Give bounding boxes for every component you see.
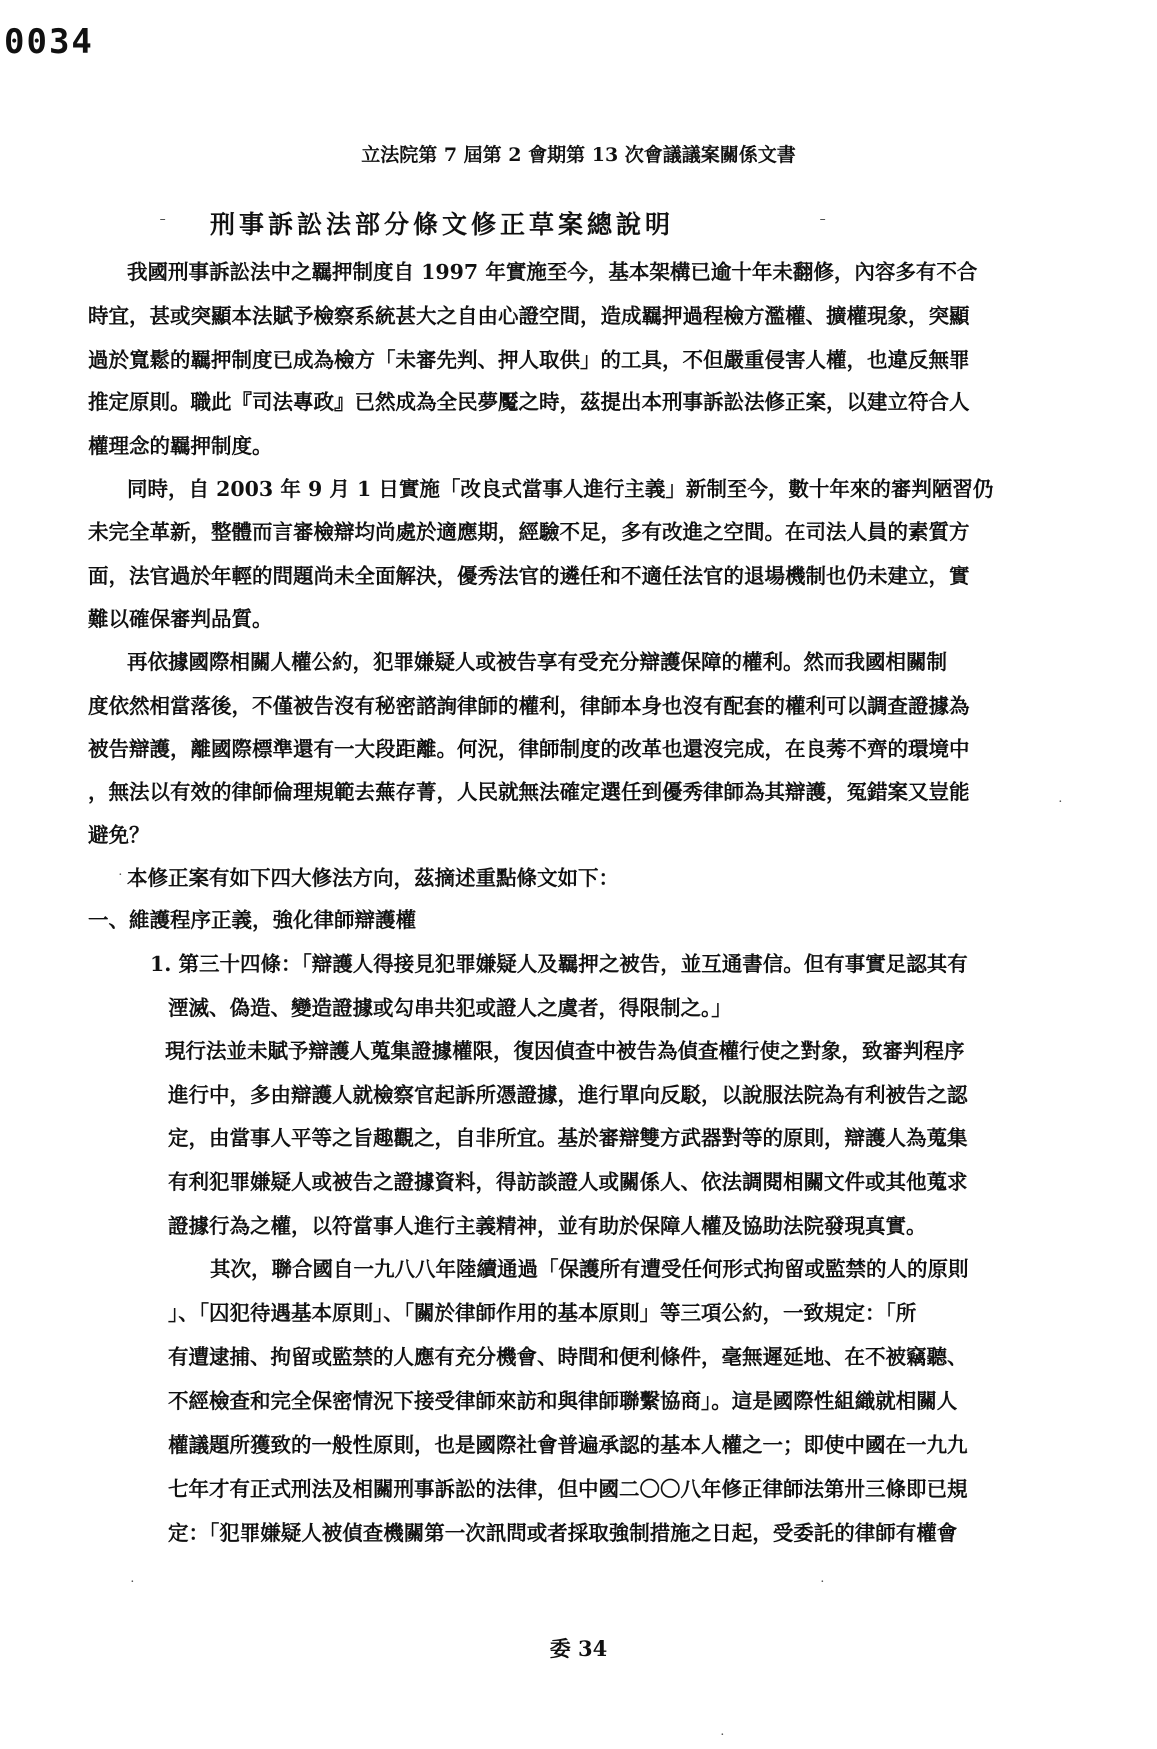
body-line: 權議題所獲致的一般性原則，也是國際社會普遍承認的基本人權之一；即使中國在一九九	[168, 1433, 968, 1457]
body-line: 證據行為之權，以符當事人進行主義精神，並有助於保障人權及協助法院發現真實。	[168, 1214, 927, 1238]
body-line: 本修正案有如下四大修法方向，茲摘述重點條文如下：	[127, 866, 619, 890]
scan-mark: ˉ	[820, 216, 826, 233]
body-line: 湮滅、偽造、變造證據或勾串共犯或證人之虞者，得限制之。」	[168, 996, 732, 1020]
body-line: 七年才有正式刑法及相關刑事訴訟的法律，但中國二〇〇八年修正律師法第卅三條即已規	[168, 1477, 968, 1501]
body-line: ，無法以有效的律師倫理規範去蕪存菁，人民就無法確定選任到優秀律師為其辯護，冤錯案又豈能	[88, 780, 970, 804]
body-line: 有利犯罪嫌疑人或被告之證據資料，得訪談證人或關係人、依法調閱相關文件或其他蒐求	[168, 1170, 968, 1194]
scan-mark: ˉ	[160, 216, 166, 233]
body-line: 有遭逮捕、拘留或監禁的人應有充分機會、時間和便利條件，毫無遲延地、在不被竊聽、	[168, 1345, 968, 1369]
body-line: 定，由當事人平等之旨趣觀之，自非所宜。基於審辯雙方武器對等的原則，辯護人為蒐集	[168, 1126, 968, 1150]
body-line: 進行中，多由辯護人就檢察官起訴所憑證據，進行單向反駁，以說服法院為有利被告之認	[168, 1083, 968, 1107]
body-line: 定：「犯罪嫌疑人被偵查機關第一次訊問或者採取強制措施之日起，受委託的律師有權會	[168, 1521, 958, 1545]
body-line: 面，法官過於年輕的問題尚未全面解決，優秀法官的遴任和不適任法官的退場機制也仍未建立，實	[88, 564, 970, 588]
body-line: 再依據國際相關人權公約，犯罪嫌疑人或被告享有受充分辯護保障的權利。然而我國相關制	[127, 650, 947, 674]
document-title: 刑事訴訟法部分條文修正草案總說明	[210, 210, 675, 239]
body-line: 不經檢查和完全保密情況下接受律師來訪和與律師聯繫協商」。這是國際性組織就相關人	[168, 1389, 958, 1413]
scan-speck: ·	[720, 1728, 725, 1743]
body-line: 其次，聯合國自一九八八年陸續通過「保護所有遭受任何形式拘留或監禁的人的原則	[210, 1257, 969, 1281]
body-line: 未完全革新，整體而言審檢辯均尚處於適應期，經驗不足，多有改進之空間。在司法人員的素質方	[88, 520, 970, 544]
body-line: 被告辯護，離國際標準還有一大段距離。何況，律師制度的改革也還沒完成，在良莠不齊的環境中	[88, 737, 970, 761]
body-line: 時宜，甚或突顯本法賦予檢察系統甚大之自由心證空間，造成羈押過程檢方濫權、擴權現象，突顯	[88, 304, 970, 328]
body-line: 權理念的羈押制度。	[88, 434, 273, 458]
body-line: 過於寬鬆的羈押制度已成為檢方「未審先判、押人取供」的工具，不但嚴重侵害人權，也違反無罪	[88, 348, 970, 372]
body-line: 」、「囚犯待遇基本原則」、「關於律師作用的基本原則」等三項公約，一致規定：「所	[168, 1301, 917, 1325]
section-heading: 一、維護程序正義，強化律師辯護權	[88, 908, 416, 932]
page-number: 0034	[4, 22, 94, 62]
body-line: 避免？	[88, 823, 150, 847]
body-line: 同時，自 2003 年 9 月 1 日實施「改良式當事人進行主義」新制至今，數十年來的審判陋習仍	[127, 477, 994, 501]
scan-speck: ·	[820, 1575, 825, 1590]
page-footer: 委 34	[549, 1636, 608, 1661]
body-line: 1. 第三十四條：「辯護人得接見犯罪嫌疑人及羈押之被告，並互通書信。但有事實足認其有	[150, 952, 968, 976]
scan-speck: ·	[1058, 795, 1063, 810]
scan-speck: ·	[118, 868, 123, 883]
body-line: 現行法並未賦予辯護人蒐集證據權限，復因偵查中被告為偵查權行使之對象，致審判程序	[165, 1039, 965, 1063]
body-line: 難以確保審判品質。	[88, 607, 273, 631]
body-line: 度依然相當落後，不僅被告沒有秘密諮詢律師的權利，律師本身也沒有配套的權利可以調查證據為	[88, 694, 970, 718]
document-header: 立法院第 7 屆第 2 會期第 13 次會議議案關係文書	[361, 144, 796, 166]
scan-speck: ·	[130, 1575, 135, 1590]
body-line: 我國刑事訴訟法中之羈押制度自 1997 年實施至今，基本架構已逾十年未翻修，內容多有不合	[127, 260, 978, 284]
body-line: 推定原則。職此『司法專政』已然成為全民夢魘之時，茲提出本刑事訴訟法修正案，以建立符合人	[88, 390, 970, 414]
